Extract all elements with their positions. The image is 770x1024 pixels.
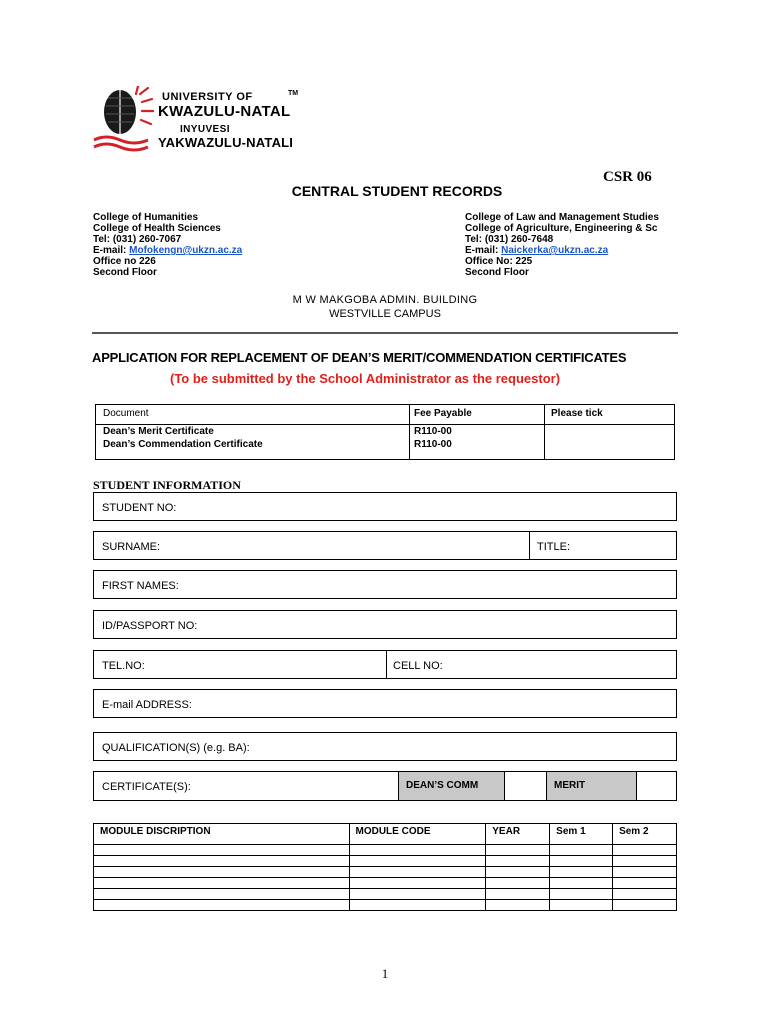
right-college-1: College of Law and Management Studies [465,212,659,223]
student-no-field[interactable] [93,492,677,521]
fee-header-document: Document [103,408,149,419]
merit-tick-box[interactable] [636,772,676,800]
table-row[interactable] [94,856,677,867]
module-code-header: MODULE CODE [349,824,486,845]
first-names-label: FIRST NAMES: [102,580,179,592]
right-college-2: College of Agriculture, Engineering & Sc [465,223,658,234]
page-number: 1 [381,966,389,981]
sem2-header: Sem 2 [613,824,677,845]
left-email-link[interactable]: Mofokengn@ukzn.ac.za [129,245,243,256]
fee-table-col-divider-1 [409,404,410,460]
right-email-link[interactable]: Naickerka@ukzn.ac.za [501,245,609,256]
table-row[interactable] [94,845,677,856]
building-block [0,293,770,321]
table-row[interactable] [94,867,677,878]
fee-header-fee: Fee Payable [414,408,472,419]
left-tel: Tel: (031) 260-7067 [93,234,182,245]
left-office-block [93,212,242,278]
phone-field-row[interactable] [93,650,677,679]
email-label: E-mail ADDRESS: [102,699,192,711]
logo-line-3: INYUVESI [180,124,230,135]
student-info-heading: STUDENT INFORMATION [93,478,241,492]
fee-row-2-fee: R110-00 [414,439,452,450]
header-divider [92,332,678,334]
tel-no-label: TEL.NO: [102,660,145,672]
module-table [93,823,677,911]
deans-comm-tick-box[interactable] [504,772,546,800]
fee-header-tick: Please tick [551,408,603,419]
email-field[interactable] [93,689,677,718]
deans-comm-label: DEAN’S COMM [406,780,479,791]
surname-field[interactable] [93,531,677,560]
form-code: CSR 06 [603,169,652,185]
left-office-no: Office no 226 [93,256,156,267]
surname-label: SURNAME: [102,541,161,553]
left-college-1: College of Humanities [93,212,199,223]
table-row[interactable] [94,878,677,889]
right-office-no: Office No: 225 [465,256,533,267]
title-label: TITLE: [537,541,571,553]
logo-emblem-icon [92,86,154,152]
fee-row-1-tick-cell[interactable] [545,425,674,459]
certificates-label: CERTIFICATE(S): [102,781,191,793]
id-passport-field[interactable] [93,610,677,639]
logo-line-1: UNIVERSITY OF [162,91,253,103]
fee-row-1-fee: R110-00 [414,426,452,437]
page-title: CENTRAL STUDENT RECORDS [291,183,503,199]
tel-cell-divider [386,651,387,678]
fee-row-1-document: Dean’s Merit Certificate [103,426,214,437]
sem1-header: Sem 1 [550,824,613,845]
module-table-header [94,824,677,845]
left-email-label: E-mail: [93,245,130,256]
merit-label: MERIT [554,780,586,791]
application-title: APPLICATION FOR REPLACEMENT OF DEAN’S MERIT/COMMENDATION CERTIFICATES [92,350,627,365]
logo-trademark: TM [288,90,299,97]
first-names-field[interactable] [93,570,677,599]
logo-line-4: YAKWAZULU-NATALI [158,135,294,150]
year-header: YEAR [486,824,550,845]
right-email-row [465,245,670,256]
right-email-label: E-mail: [465,245,502,256]
campus-name: WESTVILLE CAMPUS [329,308,441,320]
fee-row-2-document: Dean’s Commendation Certificate [103,439,263,450]
university-logo [92,86,312,156]
qualification-label: QUALIFICATION(S) (e.g. BA): [102,742,250,754]
logo-line-2: KWAZULU-NATAL [158,103,291,120]
qualification-field[interactable] [93,732,677,761]
module-description-header: MODULE DISCRIPTION [94,824,350,845]
left-email-row [93,245,242,256]
right-tel: Tel: (031) 260-7648 [465,234,554,245]
building-name: M W MAKGOBA ADMIN. BUILDING [292,294,478,306]
student-no-label: STUDENT NO: [102,502,177,514]
cell-no-label: CELL NO: [393,660,443,672]
application-subtitle: (To be submitted by the School Administrator as the requestor) [170,371,561,386]
left-floor: Second Floor [93,267,157,278]
table-row[interactable] [94,889,677,900]
right-floor: Second Floor [465,267,529,278]
right-office-block [465,212,670,278]
id-passport-label: ID/PASSPORT NO: [102,620,198,632]
left-college-2: College of Health Sciences [93,223,221,234]
surname-title-divider [529,532,530,559]
certificates-field [93,771,677,801]
table-row[interactable] [94,900,677,911]
